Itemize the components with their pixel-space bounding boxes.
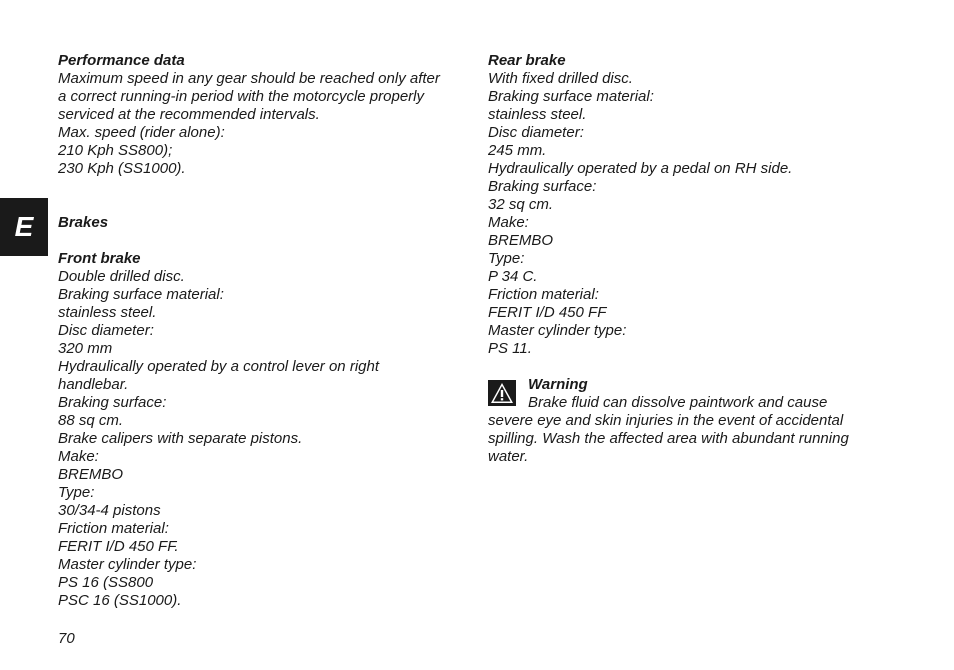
rear-brake-line: Braking surface:	[488, 178, 597, 195]
front-brake-line: 88 sq cm.	[58, 412, 124, 429]
front-brake-line: 320 mm	[58, 340, 113, 357]
rear-brake-line: 245 mm.	[488, 142, 547, 159]
front-brake-line: 30/34-4 pistons	[58, 502, 161, 519]
front-brake-line: FERIT I/D 450 FF.	[58, 538, 179, 555]
page-number: 70	[58, 630, 75, 647]
rear-brake-line: With fixed drilled disc.	[488, 70, 633, 87]
front-brake-line: Master cylinder type:	[58, 556, 197, 573]
front-brake-line: Disc diameter:	[58, 322, 154, 339]
performance-line: a correct running-in period with the motorcycle properly	[58, 88, 424, 105]
rear-brake-line: P 34 C.	[488, 268, 538, 285]
front-brake-heading: Front brake	[58, 250, 141, 267]
front-brake-line: PS 16 (SS800	[58, 574, 154, 591]
warning-heading: Warning	[528, 376, 588, 393]
rear-brake-line: FERIT I/D 450 FF	[488, 304, 607, 321]
warning-block	[488, 376, 888, 466]
front-brake-line: Braking surface:	[58, 394, 167, 411]
rear-brake-line: Type:	[488, 250, 525, 267]
front-brake-line: Make:	[58, 448, 99, 465]
front-brake-line: handlebar.	[58, 376, 129, 393]
front-brake-line: Braking surface material:	[58, 286, 224, 303]
right-column	[488, 52, 888, 466]
front-brake-line: stainless steel.	[58, 304, 157, 321]
front-brake-line: PSC 16 (SS1000).	[58, 592, 182, 609]
rear-brake-line: PS 11.	[488, 340, 532, 357]
rear-brake-line: stainless steel.	[488, 106, 587, 123]
section-tab: E	[0, 198, 48, 256]
performance-line: serviced at the recommended intervals.	[58, 106, 320, 123]
warning-line: Brake fluid can dissolve paintwork and cause	[528, 394, 828, 411]
front-brake-line: Hydraulically operated by a control lever on right	[58, 358, 379, 375]
front-brake-line: Friction material:	[58, 520, 169, 537]
left-column	[58, 52, 478, 610]
rear-brake-heading: Rear brake	[488, 52, 566, 69]
performance-line: 230 Kph (SS1000).	[58, 160, 186, 177]
front-brake-line: Brake calipers with separate pistons.	[58, 430, 303, 447]
front-brake-line: BREMBO	[58, 466, 124, 483]
front-brake-line: Type:	[58, 484, 95, 501]
performance-line: Max. speed (rider alone):	[58, 124, 225, 141]
rear-brake-line: Make:	[488, 214, 529, 231]
performance-line: 210 Kph SS800);	[58, 142, 173, 159]
rear-brake-line: Disc diameter:	[488, 124, 584, 141]
warning-line: spilling. Wash the affected area with abundant running	[488, 430, 849, 447]
performance-heading: Performance data	[58, 52, 185, 69]
brakes-heading: Brakes	[58, 214, 109, 231]
warning-triangle-icon	[488, 380, 516, 406]
front-brake-line: Double drilled disc.	[58, 268, 185, 285]
rear-brake-line: Friction material:	[488, 286, 599, 303]
rear-brake-line: 32 sq cm.	[488, 196, 554, 213]
performance-line: Maximum speed in any gear should be reached only after	[58, 70, 440, 87]
rear-brake-line: BREMBO	[488, 232, 554, 249]
warning-line: severe eye and skin injuries in the event of accidental	[488, 412, 844, 429]
rear-brake-line: Master cylinder type:	[488, 322, 627, 339]
rear-brake-line: Hydraulically operated by a pedal on RH side.	[488, 160, 793, 177]
warning-line: water.	[488, 448, 529, 465]
rear-brake-line: Braking surface material:	[488, 88, 654, 105]
